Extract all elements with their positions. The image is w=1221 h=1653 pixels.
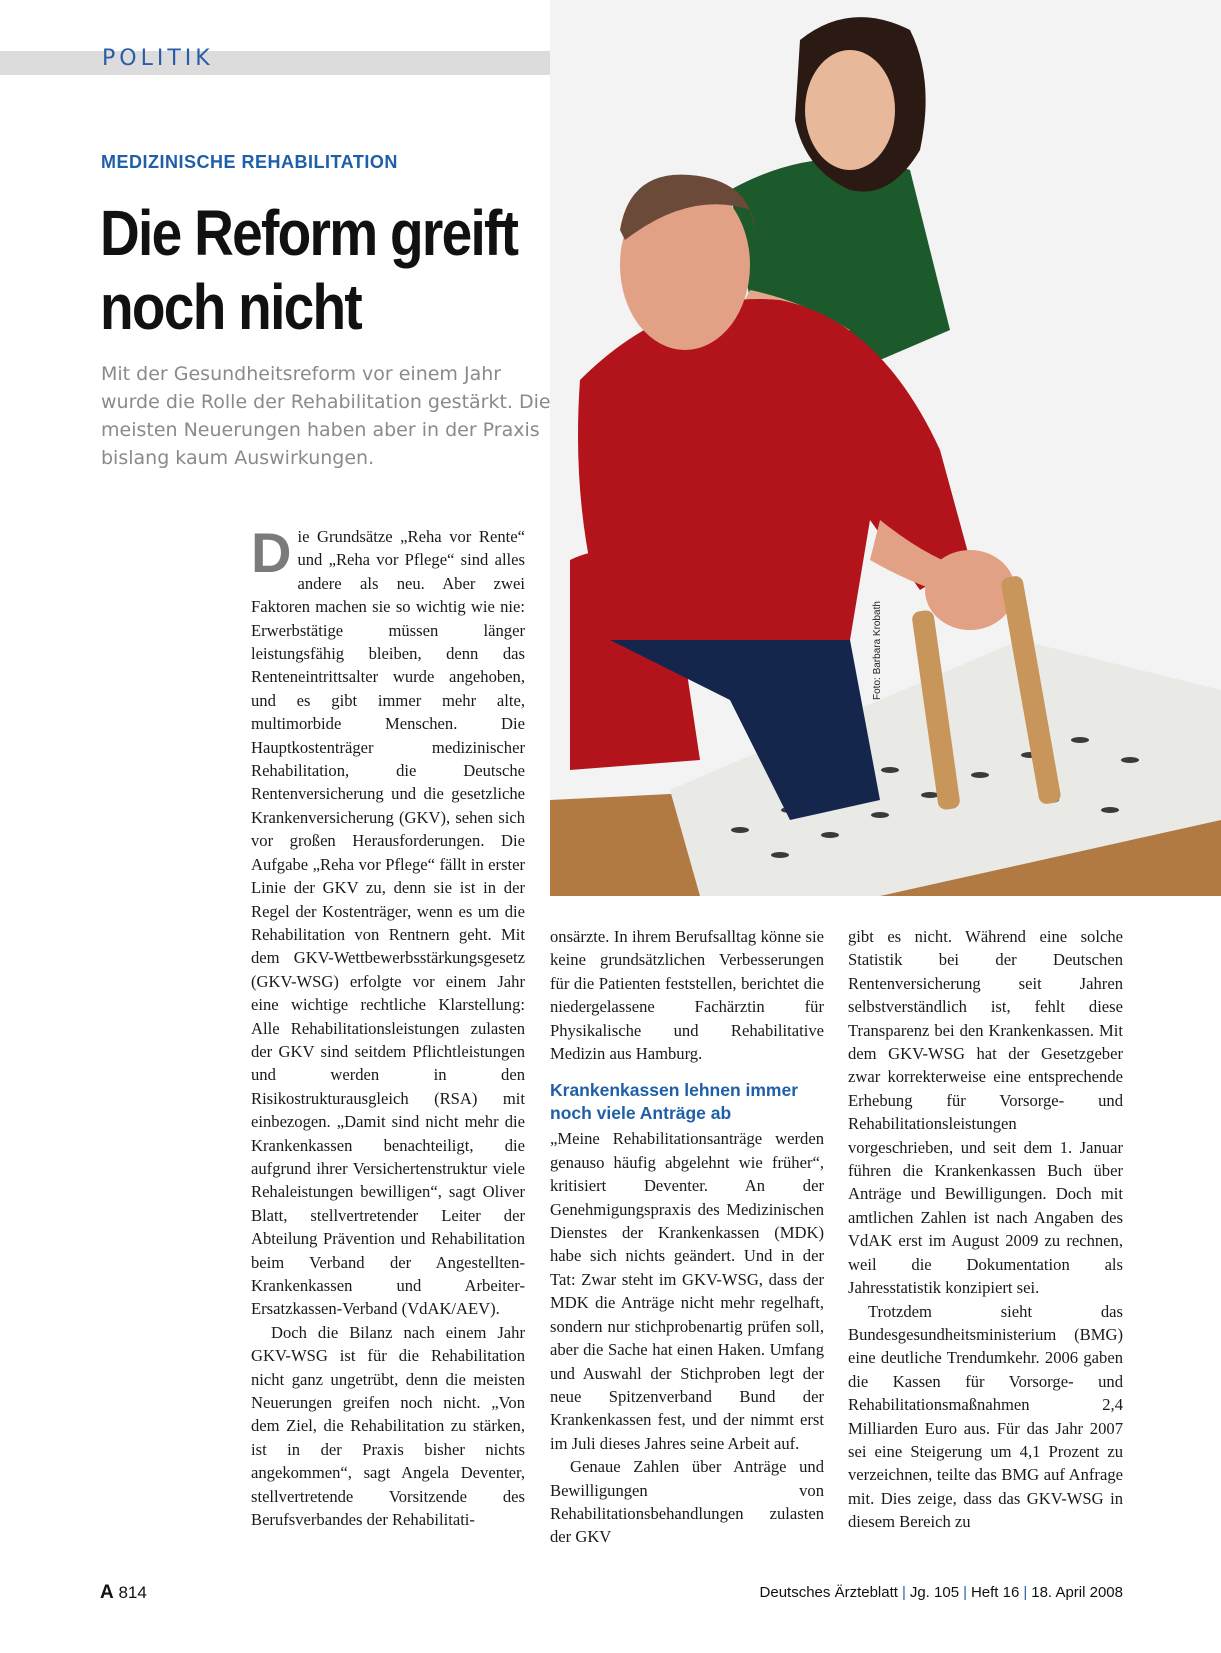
journal-issue: Heft 16 — [970, 1584, 1020, 1601]
article-kicker: MEDIZINISCHE REHABILITATION — [101, 152, 398, 172]
journal-date: 18. April 2008 — [1031, 1584, 1123, 1601]
paragraph: Trotzdem sieht das Bundesgesundheitsministerium (BMG) eine deutliche Trendumkehr. 2006 gaben die Kassen für Vorsorge- und Rehabilitationsmaßnahmen 2,4 Milliarden Euro aus. Für das Jahr 2007 sei eine Steigerung um 4,1 Prozent zu verzeichnen, teilte das BMG auf Anfrage mit. Dies zeige, dass das GKV-WSG in diesem Bereich zu — [848, 1301, 1123, 1532]
article-lede: Mit der Gesundheitsreform vor einem Jahr wurde die Rolle der Rehabilitation gestärkt. Die meisten Neuerungen haben aber in der Praxis bislang kaum Auswirkungen. — [101, 363, 551, 469]
text-column-3 — [848, 925, 1123, 1534]
journal-info: Deutsches Ärzteblatt | Jg. 105 | Heft 16 | 18. April 2008 — [759, 1584, 1123, 1601]
journal-name: Deutsches Ärzteblatt — [759, 1584, 898, 1601]
photo-credit: Foto: Barbara Krobath — [872, 601, 883, 700]
paragraph: „Meine Rehabilitationsanträge werden genauso häufig abgelehnt wie früher“, kritisiert Deventer. An der Genehmigungspraxis des Medizinischen Dienstes der Krankenkassen (MDK) habe sich nichts geändert. Und in der Tat: Zwar steht im GKV-WSG, dass der MDK die Anträge nicht mehr regelhaft, sondern nur stichprobenartig prüfen soll, aber die Sache hat einen Haken. Umfang und Auswahl der Stichproben legt der neue Spitzenverband Bund der Krankenkassen fest, und der nimmt erst im Juli dieses Jahres seine Arbeit auf. — [550, 1129, 824, 1453]
paragraph-text: ie Grundsätze „Reha vor Rente“ und „Reha vor Pflege“ sind alles andere als neu. Aber zwei Faktoren machen sie so wichtig wie nie: Erwerbstätige müssen länger leistungsfähig bleiben, denn das Renteneintrittsalter wurde angehoben, und es gibt immer mehr alte, multimorbide Menschen. Die Hauptkostenträger medizinischer Rehabilitation, die Deutsche Rentenversicherung und die gesetzliche Krankenversicherung (GKV), sehen sich vor großen Herausforderungen. Die Aufgabe „Reha vor Pflege“ fällt in erster Linie der GKV zu, denn sie ist in der Regel der Kostenträger, wenn es um die Rehabilitation von Rentnern geht. Mit dem GKV-Wettbewerbsstärkungsgesetz (GKV-WSG) erfolgte vor einem Jahr eine wichtige rechtliche Klarstellung: Alle Rehabilitationsleistungen zulasten der GKV sind seitdem Pflichtleistungen und werden in den Risikostrukturausgleich (RSA) mit einbezogen. „Damit sind nicht mehr die Krankenkassen benachteiligt, die aufgrund ihrer Versichertenstruktur viele Rehaleistungen bewilligen“, sagt Oliver Blatt, stellvertretender Leiter der Abteilung Prävention und Rehabilitation beim Verband der Angestellten-Krankenkassen und Arbeiter-Ersatzkassen-Verband (VdAK/AEV). — [251, 527, 525, 1319]
page-prefix: A — [100, 1582, 114, 1603]
subheading: Krankenkassen lehnen immer noch viele Anträge ab — [550, 1080, 799, 1124]
text-column-1 — [251, 521, 525, 1531]
article-photo — [550, 0, 1221, 896]
paragraph — [251, 521, 525, 1321]
article-headline: Die Reform greift noch nicht — [100, 197, 518, 343]
text-column-2 — [550, 925, 824, 1549]
paragraph: onsärzte. In ihrem Berufsalltag könne sie keine grundsätzlichen Verbesserungen für die Patienten feststellen, berichtet die niedergelassene Fachärztin für Physikalische und Rehabilitative Medizin aus Hamburg. — [550, 927, 824, 1064]
page-number — [100, 1582, 147, 1604]
paragraph: Doch die Bilanz nach einem Jahr GKV-WSG ist für die Rehabilitation nicht ganz ungetrübt, denn die meisten Neuerungen greifen noch nicht. „Von dem Ziel, die Rehabilitation zu stärken, ist in der Praxis bisher nichts angekommen“, sagt Angela Deventer, stellvertretende Vorsitzende des Berufsverbandes der Rehabilitati- — [251, 1322, 525, 1530]
page-number-value: 814 — [118, 1583, 147, 1602]
section-label: POLITIK — [102, 46, 214, 71]
dropcap: D — [251, 521, 292, 584]
paragraph: Genaue Zahlen über Anträge und Bewilligungen von Rehabilitationsbehandlungen zulasten der GKV — [550, 1457, 824, 1547]
rehab-photo-illustration — [550, 0, 1221, 896]
journal-volume: Jg. 105 — [909, 1584, 960, 1601]
paragraph: gibt es nicht. Während eine solche Statistik bei der Deutschen Rentenversicherung seit Jahren selbstverständlich ist, fehlt diese Transparenz bei den Krankenkassen. Mit dem GKV-WSG hat der Gesetzgeber zwar korrekterweise eine entsprechende Erhebung für Vorsorge- und Rehabilitationsleistungen vorgeschrieben, und seit dem 1. Januar führen die Krankenkassen Buch über Anträge und Bewilligungen. Doch mit amtlichen Zahlen ist nach Angaben des VdAK erst im August 2009 zu rechnen, weil die Dokumentation als Jahresstatistik konzipiert sei. — [848, 927, 1123, 1298]
